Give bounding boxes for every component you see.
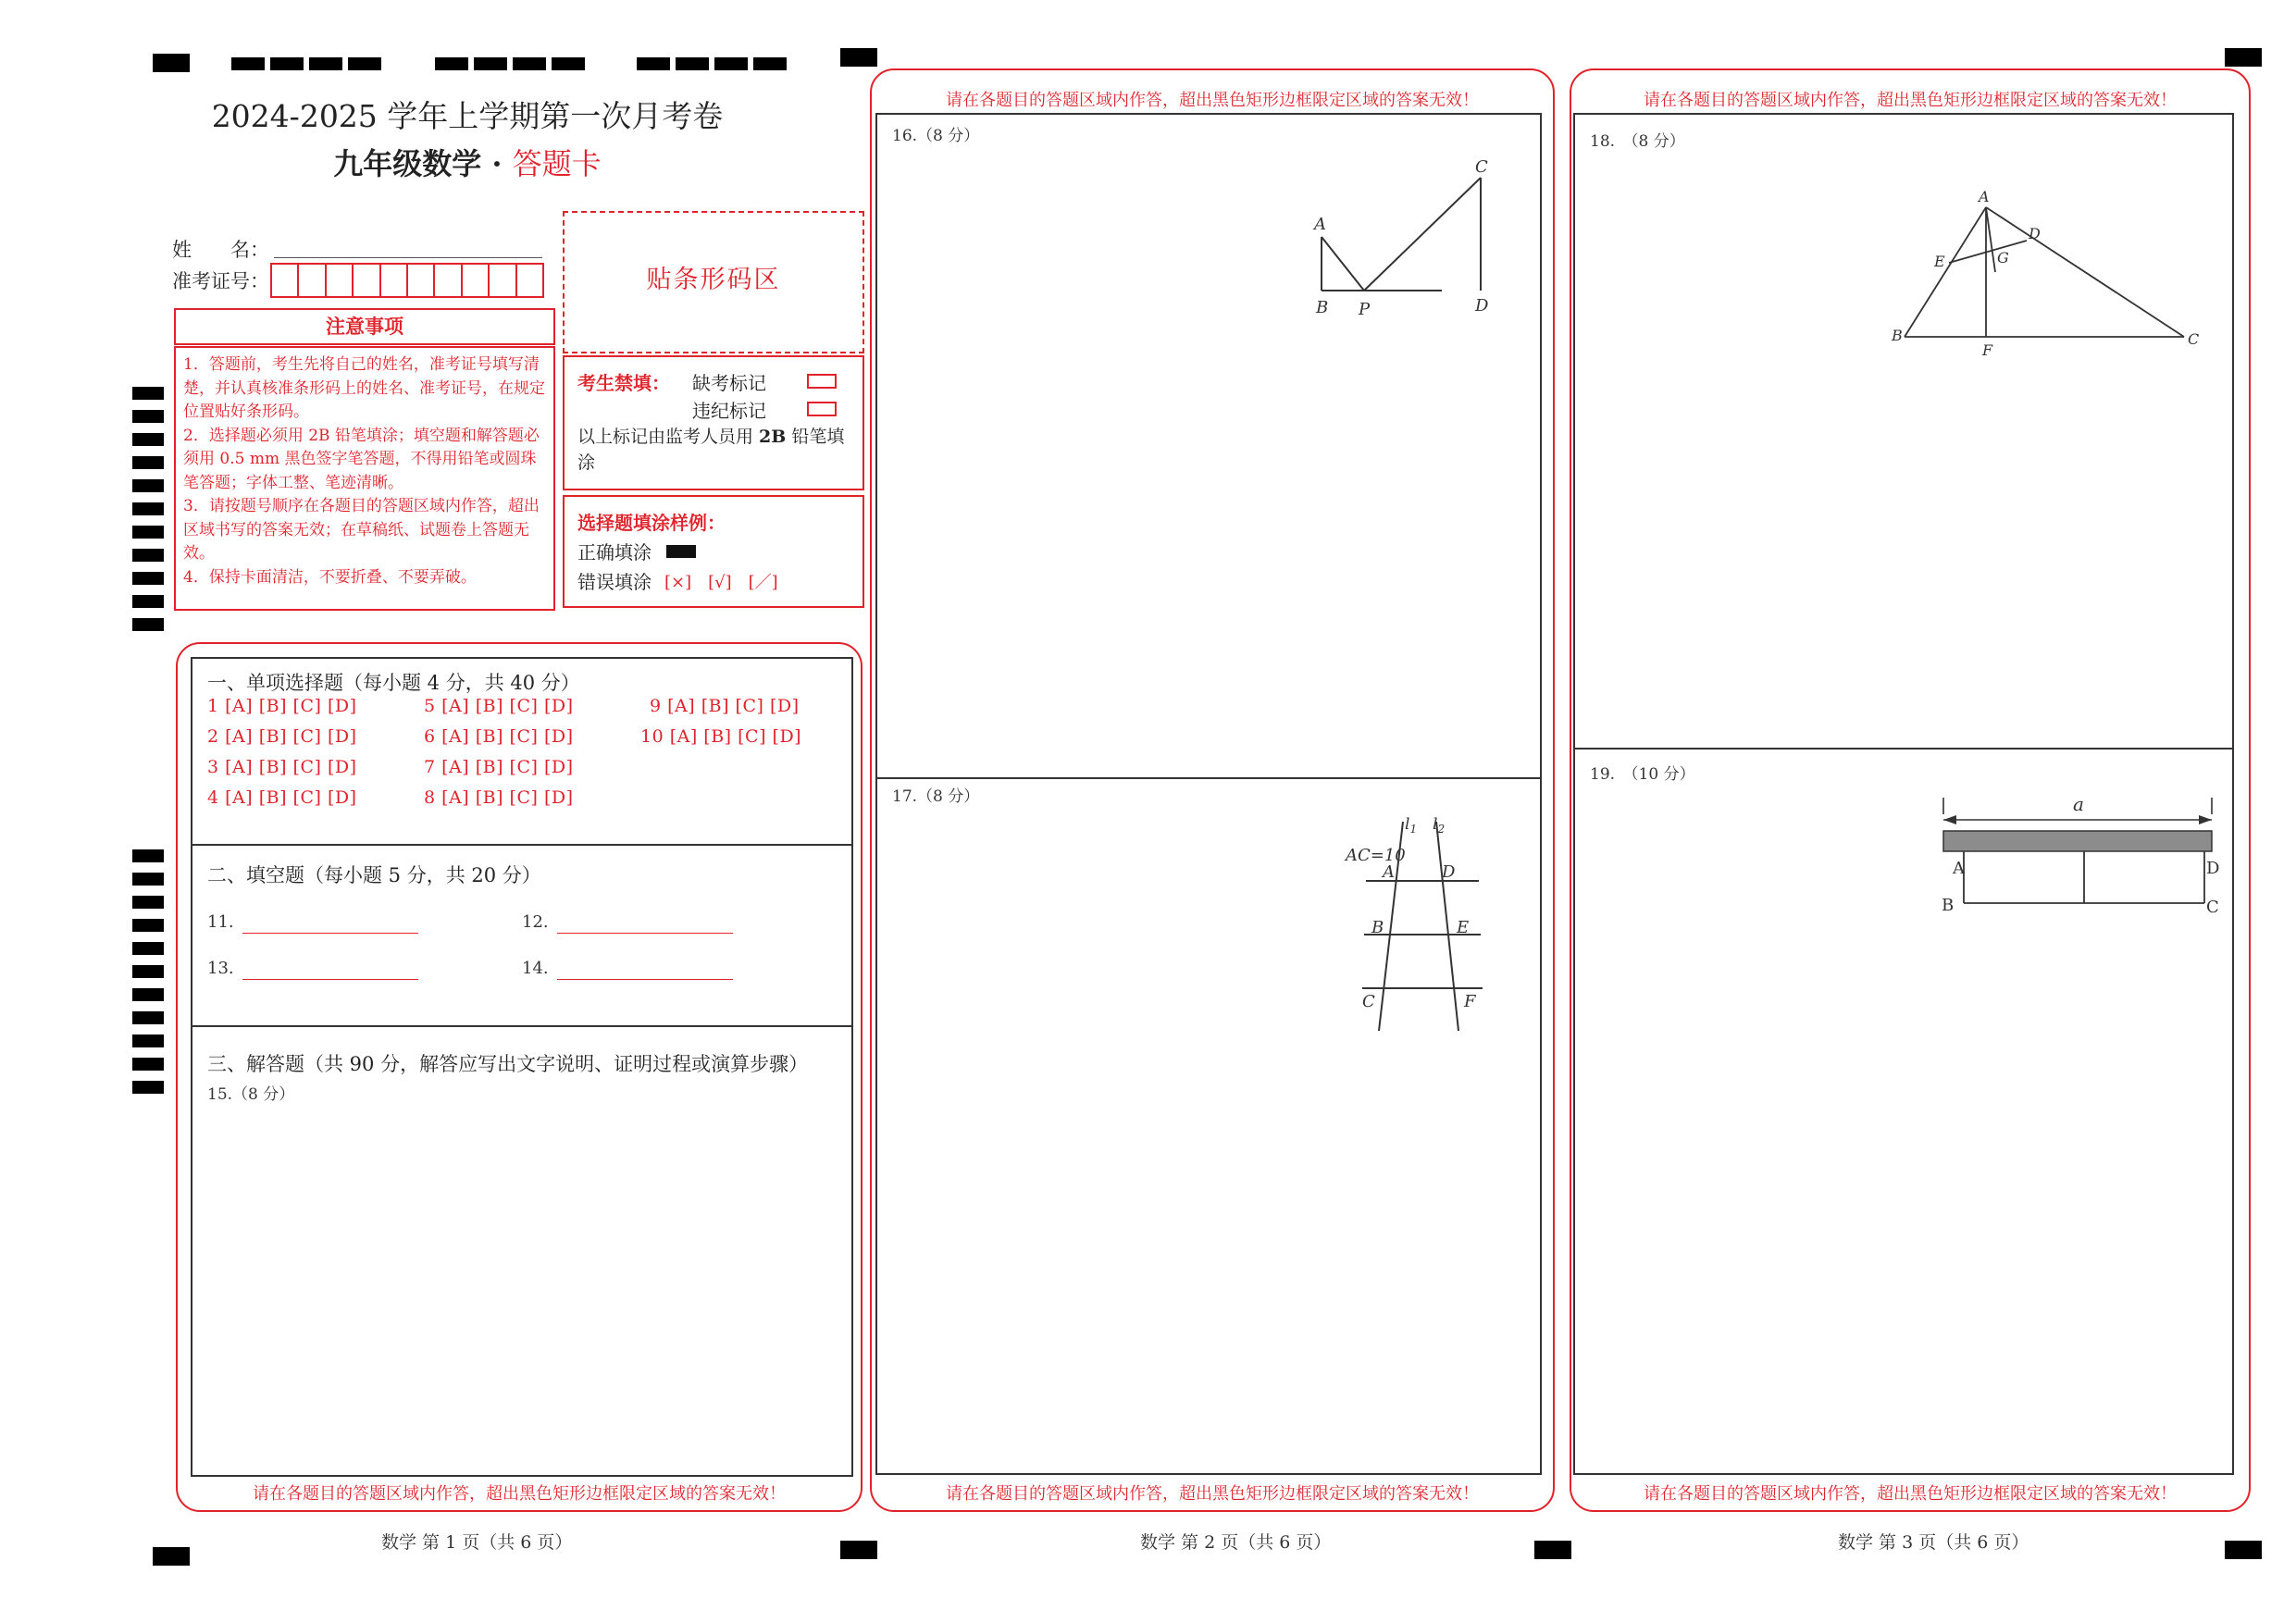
q18-point-E: E (1934, 253, 1945, 270)
notice-box (174, 346, 555, 611)
section1-box (191, 657, 853, 846)
timing-mark (474, 57, 507, 70)
q18-point-B: B (1892, 327, 1903, 344)
timing-mark (153, 1547, 190, 1566)
notice-item: 2．选择题必须用 2B 铅笔填涂；填空题和解答题必须用 0.5 mm 黑色签字笔答题，不得用铅笔或圆珠笔答题；字体工整、笔迹清晰。 (183, 426, 540, 492)
timing-mark (2225, 1541, 2262, 1559)
choice-row-10[interactable]: 10 [A] [B] [C] [D] (640, 726, 802, 747)
timing-mark (435, 57, 468, 70)
absent-label: 缺考标记 (692, 372, 766, 394)
q17-l2-label: $l_2$ (1433, 815, 1446, 836)
timing-mark (840, 48, 877, 67)
absent-mark-box[interactable] (807, 374, 837, 389)
choice-row-7[interactable]: 7 [A] [B] [C] [D] (424, 757, 574, 777)
timing-mark (132, 479, 164, 492)
warning-2: 请在各题目的答题区域内作答，超出黑色矩形边框限定区域的答案无效！ (946, 1484, 1479, 1504)
section2-box (191, 842, 853, 1027)
barcode-area-label: 贴条形码区 (646, 266, 781, 294)
wrong-fill-label: 错误填涂 (577, 571, 652, 593)
card-subtitle (176, 141, 759, 183)
timing-mark (348, 57, 381, 70)
wrong-fill-samples: [×] [√] [／] (664, 573, 778, 592)
choice-row-3[interactable]: 3 [A] [B] [C] [D] (207, 757, 357, 777)
blank-14-label: 14. (522, 959, 549, 978)
timing-mark (153, 54, 190, 72)
id-digit-box[interactable] (433, 263, 462, 298)
warning-3: 请在各题目的答题区域内作答，超出黑色矩形边框限定区域的答案无效！ (1644, 1484, 2177, 1504)
forbidden-note-post: 铅笔填涂 (577, 427, 845, 473)
id-digit-box[interactable] (379, 263, 408, 298)
timing-mark (132, 526, 164, 539)
timing-mark (2225, 48, 2262, 67)
id-digit-box[interactable] (325, 263, 354, 298)
q17-point-A: A (1383, 862, 1395, 882)
barcode-area (563, 211, 864, 353)
timing-mark (132, 988, 164, 1001)
q16-point-P: P (1359, 300, 1371, 319)
footer-1: 数学 第 1 页（共 6 页） (381, 1532, 573, 1553)
timing-mark (132, 549, 164, 562)
q16-figure (1303, 152, 1525, 328)
section1-title: 一、单项选择题（每小题 4 分，共 40 分） (207, 672, 580, 694)
violation-mark-box[interactable] (807, 402, 837, 416)
timing-mark (132, 965, 164, 978)
answer-card-label: 答题卡 (512, 146, 602, 181)
blank-12-label: 12. (522, 912, 549, 932)
q16-point-C: C (1475, 157, 1488, 177)
notice-title-box (174, 308, 555, 345)
notice-item: 1．答题前，考生先将自己的姓名，准考证号填写清楚，并认真核准条形码上的姓名、准考证号，在规定位置贴好条形码。 (183, 355, 545, 421)
forbidden-title: 考生禁填： (577, 372, 670, 394)
q19-point-C: C (2206, 898, 2219, 917)
q17-point-C: C (1362, 992, 1375, 1011)
timing-mark (132, 433, 164, 446)
q16-point-B: B (1316, 298, 1329, 317)
timing-mark (132, 387, 164, 400)
q19-point-D: D (2206, 859, 2220, 878)
timing-mark (132, 919, 164, 932)
q16-point-A: A (1314, 215, 1326, 234)
section3-title: 三、解答题（共 90 分，解答应写出文字说明、证明过程或演算步骤） (207, 1053, 809, 1075)
q17-point-D: D (1442, 862, 1456, 882)
q18-point-A: A (1979, 188, 1990, 205)
name-field[interactable] (274, 237, 542, 258)
fill-example-title: 选择题填涂样例： (577, 512, 726, 534)
timing-mark (132, 896, 164, 909)
blank-11-field[interactable] (242, 912, 418, 934)
notice-list (183, 353, 550, 589)
name-label: 姓 名： (172, 239, 269, 261)
violation-label: 违纪标记 (692, 400, 766, 422)
timing-mark (132, 572, 164, 585)
q19-point-B: B (1942, 896, 1955, 915)
q18-point-F: F (1982, 341, 1993, 359)
q18-point-D: D (2029, 225, 2041, 242)
q18-area[interactable] (1573, 113, 2234, 750)
timing-mark (676, 57, 709, 70)
q16-area[interactable] (875, 113, 1542, 779)
timing-mark (1534, 1541, 1571, 1559)
id-digit-box[interactable] (352, 263, 380, 298)
q17-point-F: F (1464, 992, 1476, 1011)
q18-label: 18. （8 分） (1590, 132, 1685, 151)
timing-mark (637, 57, 670, 70)
q15-label: 15.（8 分） (207, 1085, 295, 1104)
id-digit-box[interactable] (461, 263, 490, 298)
forbidden-box (563, 355, 864, 490)
q18-point-C: C (2188, 330, 2200, 348)
q17-point-B: B (1371, 918, 1384, 937)
q19-figure (1927, 783, 2223, 922)
id-label: 准考证号： (172, 270, 269, 292)
footer-2: 数学 第 2 页（共 6 页） (1140, 1532, 1332, 1553)
section3-box[interactable] (191, 1025, 853, 1477)
section2-title: 二、填空题（每小题 5 分，共 20 分） (207, 864, 541, 886)
q17-ac-label: AC=10 (1346, 846, 1406, 865)
warning-2-top: 请在各题目的答题区域内作答，超出黑色矩形边框限定区域的答案无效！ (946, 91, 1479, 110)
forbidden-note-bold: 2B (759, 427, 787, 447)
timing-mark (552, 57, 585, 70)
q16-label: 16.（8 分） (892, 127, 980, 145)
q17-area[interactable] (875, 775, 1542, 1475)
choice-row-2[interactable]: 2 [A] [B] [C] [D] (207, 726, 357, 747)
q17-l1-label: $l_1$ (1405, 815, 1418, 836)
exam-title: 2024-2025 学年上学期第一次月考卷 (211, 98, 724, 134)
blank-14-field[interactable] (557, 959, 733, 980)
forbidden-note-pre: 以上标记由监考人员用 (577, 427, 760, 447)
q19-length-a: a (2073, 793, 2084, 815)
notice-item: 4．保持卡面清洁，不要折叠、不要弄破。 (183, 567, 477, 587)
blank-13-field[interactable] (242, 959, 418, 980)
choice-row-6[interactable]: 6 [A] [B] [C] [D] (424, 726, 574, 747)
timing-mark (231, 57, 265, 70)
notice-title: 注意事项 (326, 315, 403, 338)
choice-row-1[interactable]: 1 [A] [B] [C] [D] (207, 696, 357, 716)
timing-mark (840, 1541, 877, 1559)
blank-11-label: 11. (207, 912, 234, 932)
timing-mark (132, 502, 164, 515)
q19-point-A: A (1953, 859, 1965, 878)
timing-mark (513, 57, 546, 70)
blank-13-label: 13. (207, 959, 234, 978)
warning-1: 请在各题目的答题区域内作答，超出黑色矩形边框限定区域的答案无效！ (253, 1484, 786, 1504)
id-digit-box[interactable] (488, 263, 516, 298)
fill-example-box (563, 495, 864, 608)
timing-mark (309, 57, 342, 70)
footer-3: 数学 第 3 页（共 6 页） (1838, 1532, 2029, 1553)
timing-mark (132, 1058, 164, 1071)
q18-figure (1890, 187, 2214, 363)
choice-row-4[interactable]: 4 [A] [B] [C] [D] (207, 787, 357, 808)
notice-item: 3．请按题号顺序在各题目的答题区域内作答，超出区域书写的答案无效；在草稿纸、试题卷上答题无效。 (183, 497, 540, 563)
timing-mark (132, 410, 164, 423)
timing-mark (132, 1035, 164, 1047)
id-digit-box[interactable] (297, 263, 326, 298)
q19-area[interactable] (1573, 746, 2234, 1475)
timing-mark (132, 618, 164, 631)
timing-mark (270, 57, 304, 70)
id-digit-box[interactable] (406, 263, 435, 298)
q19-label: 19. （10 分） (1590, 765, 1695, 784)
timing-mark (132, 849, 164, 862)
subject-label: 九年级数学 · (333, 146, 513, 181)
timing-mark (132, 1011, 164, 1024)
timing-mark (714, 57, 748, 70)
correct-fill-label: 正确填涂 (577, 541, 652, 564)
timing-mark (132, 456, 164, 469)
q17-label: 17.（8 分） (892, 787, 980, 806)
timing-mark (132, 1081, 164, 1094)
timing-mark (132, 873, 164, 886)
forbidden-note (577, 424, 855, 476)
q17-point-E: E (1457, 918, 1470, 937)
id-digit-box[interactable] (270, 263, 299, 298)
q16-point-D: D (1475, 296, 1489, 316)
id-digit-box[interactable] (515, 263, 544, 298)
blank-12-field[interactable] (557, 912, 733, 934)
correct-fill-sample (666, 545, 696, 558)
warning-3-top: 请在各题目的答题区域内作答，超出黑色矩形边框限定区域的答案无效！ (1644, 91, 2177, 110)
choice-row-8[interactable]: 8 [A] [B] [C] [D] (424, 787, 574, 808)
timing-mark (753, 57, 787, 70)
q18-point-G: G (1997, 249, 2009, 266)
id-boxes[interactable] (270, 263, 544, 298)
timing-mark (132, 595, 164, 608)
choice-row-9[interactable]: 9 [A] [B] [C] [D] (650, 696, 800, 716)
q17-figure (1340, 809, 1525, 1040)
choice-row-5[interactable]: 5 [A] [B] [C] [D] (424, 696, 574, 716)
timing-mark (132, 942, 164, 955)
